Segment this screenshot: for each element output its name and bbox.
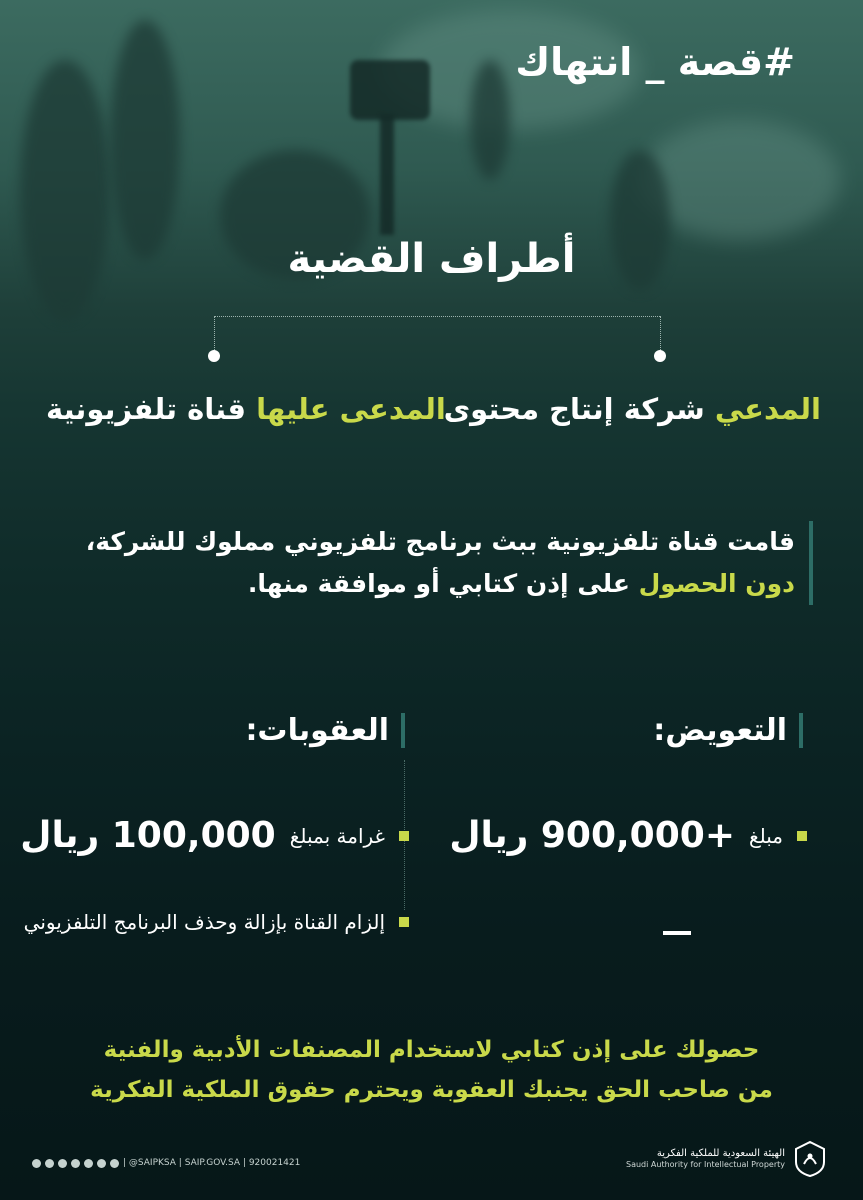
social-icon: [32, 1159, 41, 1168]
bracket-line: [660, 316, 661, 354]
story-rest: على إذن كتابي أو موافقة منها.: [247, 569, 639, 598]
case-story: [35, 521, 813, 605]
story-accent: دون الحصول: [638, 569, 795, 598]
bg-figure: [110, 20, 180, 260]
bullet-square-icon: [797, 831, 807, 841]
compensation-prefix: مبلغ: [748, 823, 783, 848]
story-line-2: [35, 563, 795, 605]
bg-camera-shape: [350, 60, 430, 120]
closing-message: [0, 1030, 863, 1110]
compensation-none-dash: [663, 931, 691, 935]
social-icon: [97, 1159, 106, 1168]
footer-contacts-text: | @SAIPKSA | SAIP.GOV.SA | 920021421: [123, 1158, 301, 1168]
social-icon: [71, 1159, 80, 1168]
compensation-amount-row: [449, 815, 807, 856]
saip-logo-block: [626, 1140, 827, 1178]
plaintiff-line: [444, 392, 821, 426]
saip-logo-icon: [793, 1140, 827, 1178]
fine-prefix: غرامة بمبلغ: [289, 823, 385, 848]
defendant-label: المدعى عليها: [256, 392, 446, 426]
bracket-line: [214, 316, 215, 354]
plaintiff-label: المدعي: [714, 392, 821, 426]
hashtag-title: #قصة _ انتهاك: [515, 40, 795, 84]
case-parties-title: أطراف القضية: [287, 236, 576, 282]
social-icon: [110, 1159, 119, 1168]
closing-line-1: حصولك على إذن كتابي لاستخدام المصنفات الأدبية والفنية: [103, 1037, 760, 1063]
footer-contacts: [32, 1158, 300, 1168]
social-icon: [58, 1159, 67, 1168]
compensation-heading: التعويض:: [653, 713, 803, 748]
fine-amount: 100,000 ريال: [20, 815, 276, 856]
removal-penalty-row: [24, 910, 409, 934]
saip-logo-text: [626, 1148, 785, 1170]
social-icon: [45, 1159, 54, 1168]
saip-logo-english: Saudi Authority for Intellectual Property: [626, 1160, 785, 1169]
fine-amount-row: [20, 815, 409, 856]
plaintiff-name: شركة إنتاج محتوى: [443, 392, 715, 426]
story-line-1: قامت قناة تلفزيونية ببث برنامج تلفزيوني مملوك للشركة،: [85, 527, 795, 556]
bracket-dot: [654, 350, 666, 362]
bracket-line: [214, 316, 660, 317]
defendant-line: [46, 392, 446, 426]
bracket-dot: [208, 350, 220, 362]
closing-line-2: من صاحب الحق يجنبك العقوبة ويحترم حقوق الملكية الفكرية: [90, 1077, 773, 1103]
bullet-square-icon: [399, 917, 409, 927]
bg-figure: [470, 60, 510, 180]
bullet-square-icon: [399, 831, 409, 841]
saip-logo-arabic: الهيئة السعودية للملكية الفكرية: [656, 1148, 785, 1159]
defendant-name: قناة تلفزيونية: [46, 392, 257, 426]
penalties-heading: العقوبات:: [245, 713, 405, 748]
bg-light-spot: [640, 120, 840, 240]
bg-camera-shape: [380, 115, 394, 235]
social-icon: [84, 1159, 93, 1168]
removal-penalty-text: إلزام القناة بإزالة وحذف البرنامج التلفزيوني: [23, 910, 385, 934]
compensation-amount: +900,000 ريال: [449, 815, 735, 856]
